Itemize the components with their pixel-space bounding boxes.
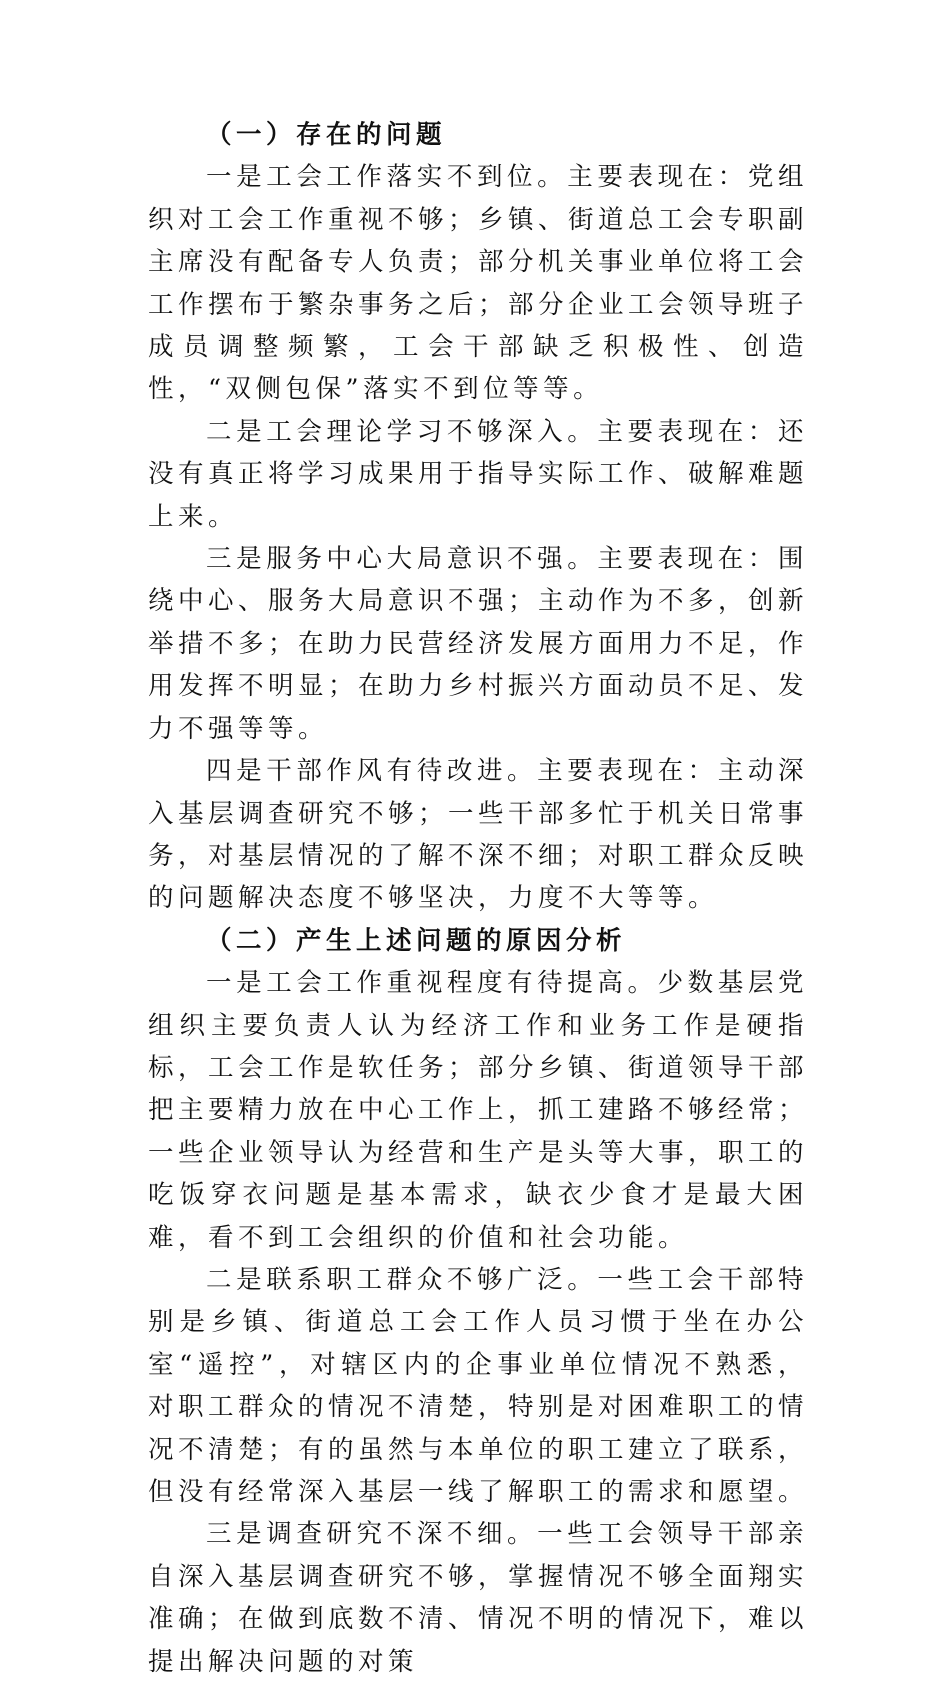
paragraph-problem-3: 三是服务中心大局意识不强。主要表现在：围绕中心、服务大局意识不强；主动作为不多，创新举措不多；在助力民营经济发展方面用力不足，作用发挥不明显；在助力乡村振兴方面动员不足、发力不强等等。 — [148, 544, 809, 744]
paragraph-problem-1: 一是工会工作落实不到位。主要表现在：党组织对工会工作重视不够；乡镇、街道总工会专职副主席没有配备专人负责；部分机关事业单位将工会工作摆布于繁杂事务之后；部分企业工会领导班子成员调整频繁，工会干部缺乏积极性、创造性，“双侧包保”落实不到位等等。 — [148, 162, 809, 405]
section-heading-problems: （一）存在的问题 — [206, 120, 447, 150]
paragraph-cause-2: 二是联系职工群众不够广泛。一些工会干部特别是乡镇、街道总工会工作人员习惯于坐在办公室“遥控”，对辖区内的企事业单位情况不熟悉，对职工群众的情况不清楚，特别是对困难职工的情况不清楚；有的虽然与本单位的职工建立了联系，但没有经常深入基层一线了解职工的需求和愿望。 — [148, 1264, 809, 1507]
paragraph-problem-4: 四是干部作风有待改进。主要表现在：主动深入基层调查研究不够；一些干部多忙于机关日常事务，对基层情况的了解不深不细；对职工群众反映的问题解决态度不够坚决，力度不大等等。 — [148, 756, 809, 914]
section-heading-causes: （二）产生上述问题的原因分析 — [206, 925, 627, 956]
paragraph-cause-1: 一是工会工作重视程度有待提高。少数基层党组织主要负责人认为经济工作和业务工作是硬指标，工会工作是软任务；部分乡镇、街道领导干部把主要精力放在中心工作上，抓工建路不够经常；一些企业领导认为经营和生产是头等大事，职工的吃饭穿衣问题是基本需求，缺衣少食才是最大困难，看不到工会组织的价值和社会功能。 — [148, 968, 809, 1253]
paragraph-problem-2: 二是工会理论学习不够深入。主要表现在：还没有真正将学习成果用于指导实际工作、破解难题上来。 — [148, 416, 809, 532]
document-body — [148, 114, 808, 1683]
paragraph-cause-3: 三是调查研究不深不细。一些工会领导干部亲自深入基层调查研究不够，掌握情况不够全面翔实准确；在做到底数不清、情况不明的情况下，难以提出解决问题的对策 — [148, 1519, 809, 1677]
